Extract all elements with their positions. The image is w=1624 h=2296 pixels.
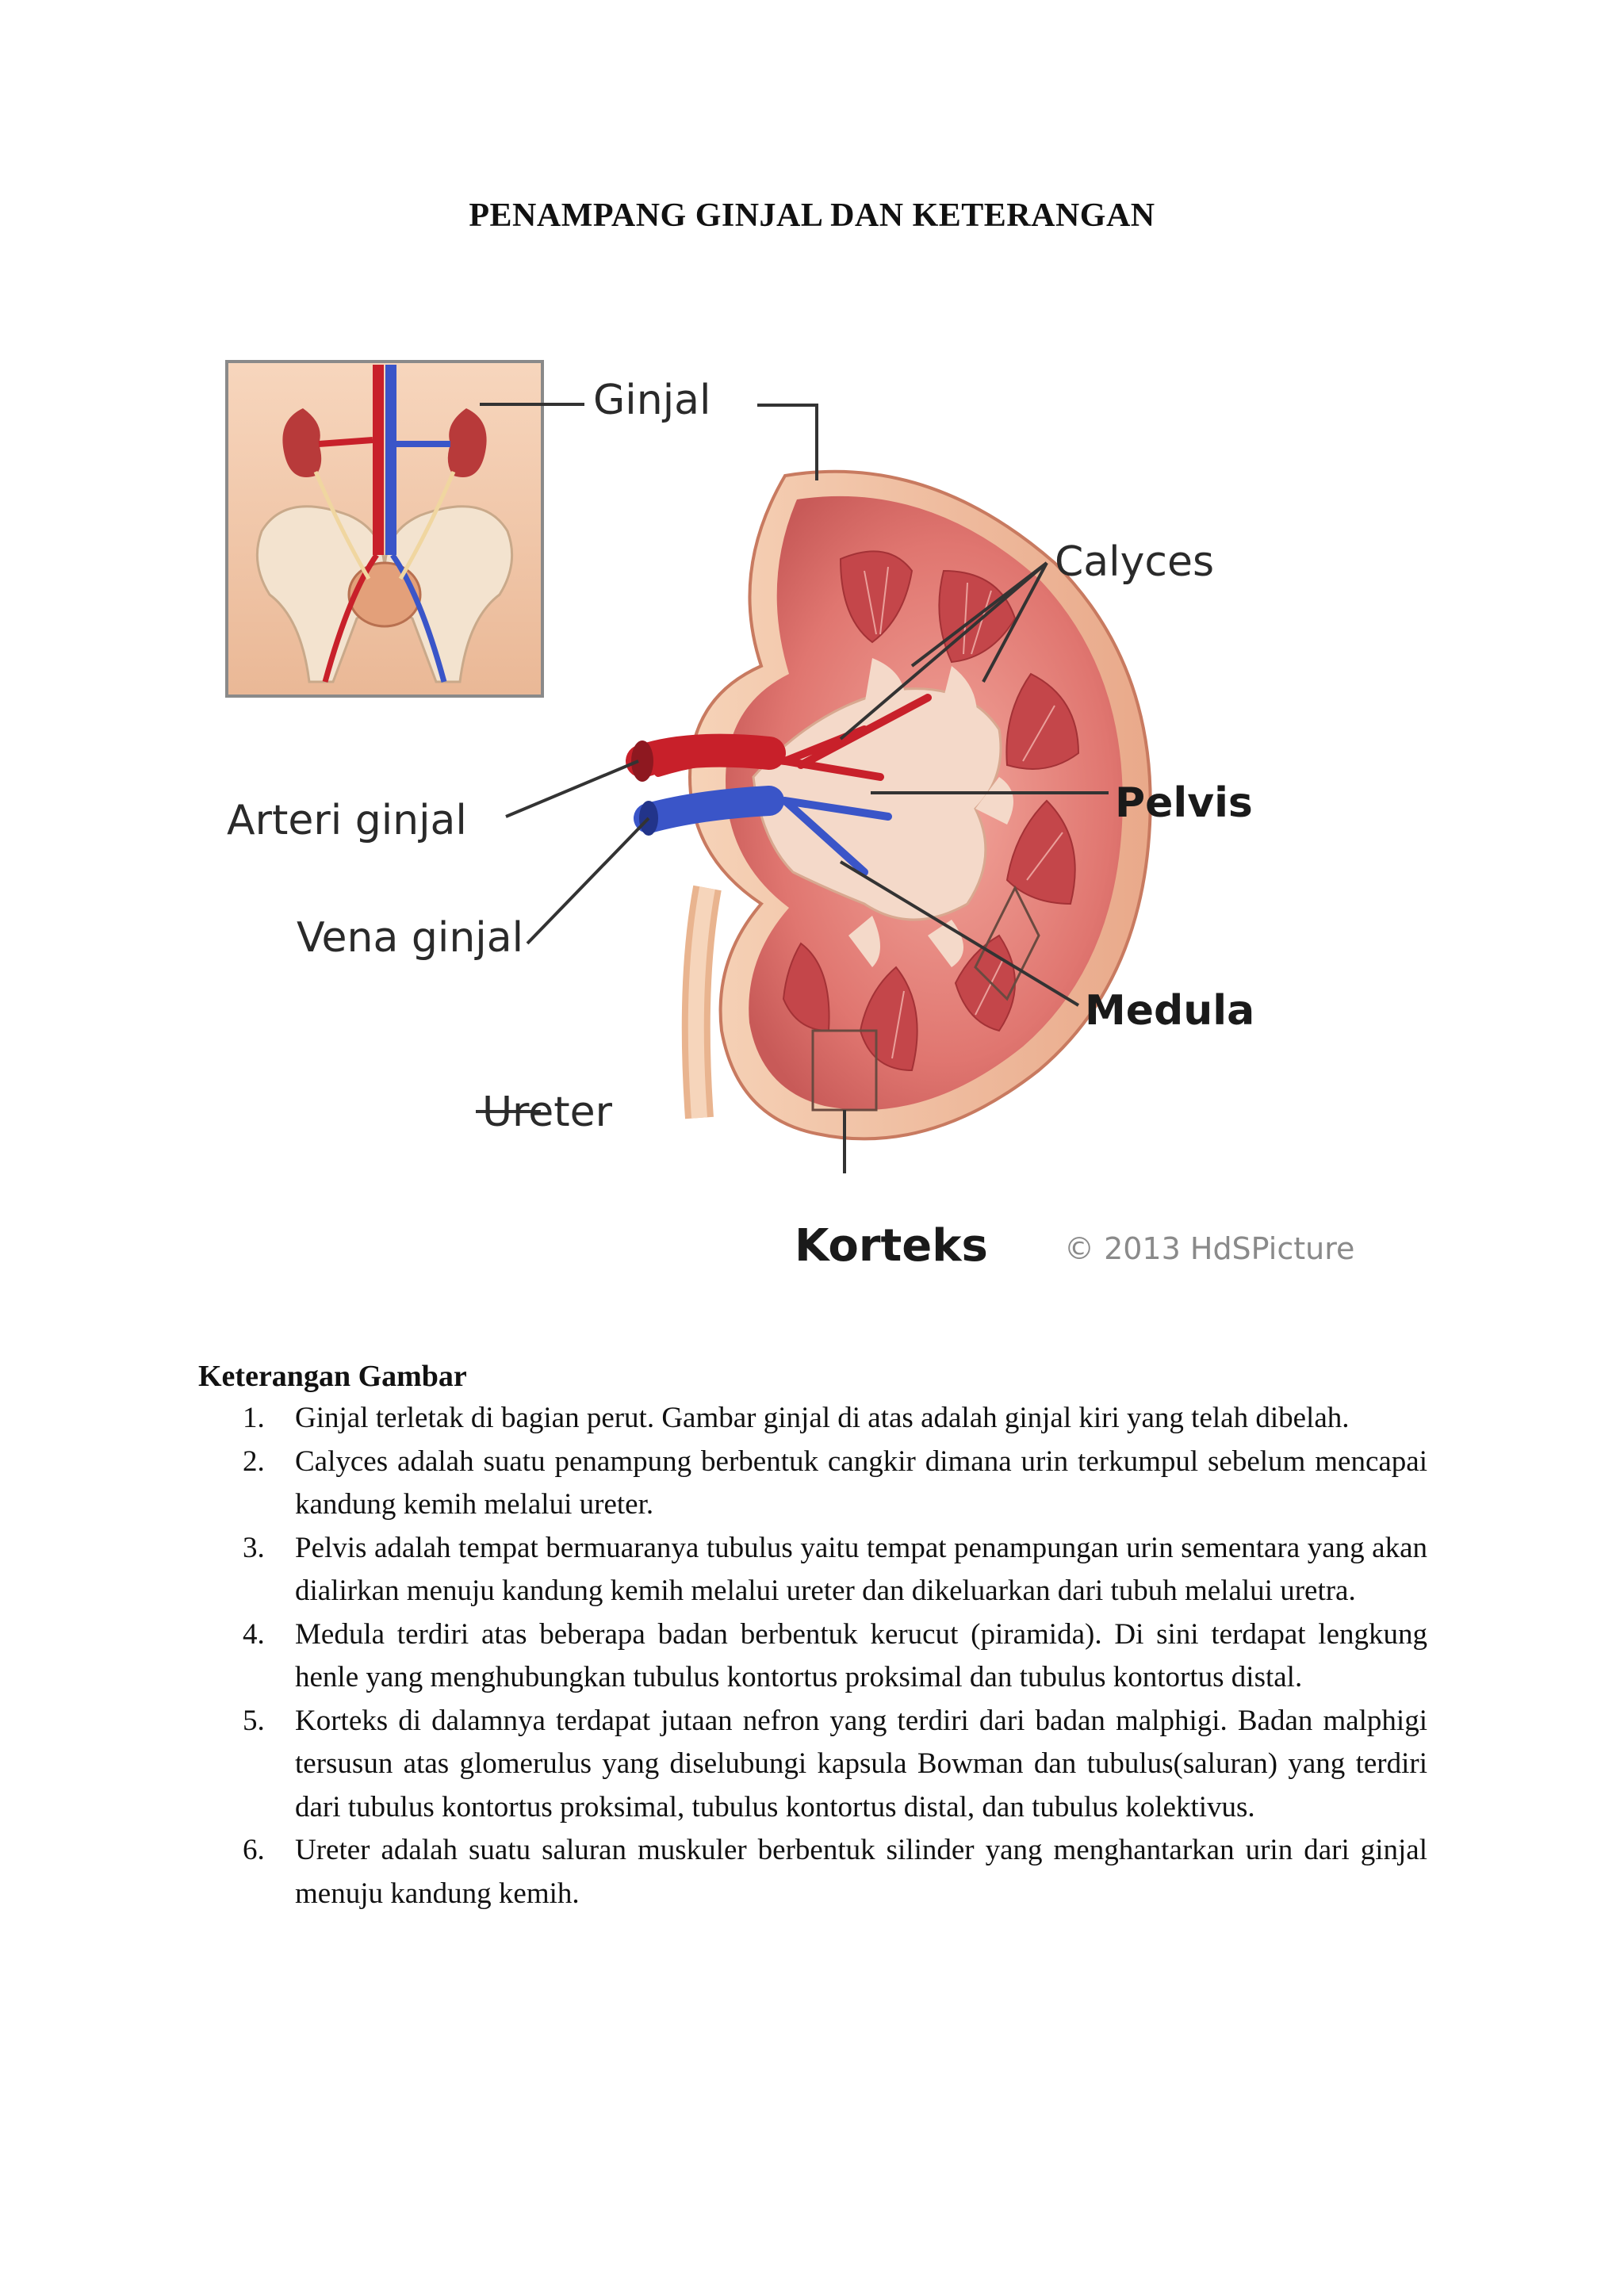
list-item-text: Pelvis adalah tempat bermuaranya tubulus yaitu tempat penampungan urin sementara yang akan dialirkan menuju kandung kemih melalui ureter dan dikeluarkan dari tubuh melalui uretra. <box>295 1531 1427 1607</box>
list-item-number: 1. <box>243 1402 265 1434</box>
keterangan-heading: Keterangan Gambar <box>198 1360 467 1393</box>
page-title: PENAMPANG GINJAL DAN KETERANGAN <box>469 197 1155 234</box>
label-calyces: Calyces <box>1055 538 1215 586</box>
list-item <box>198 1527 1427 1613</box>
list-item-text: Medula terdiri atas beberapa badan berbentuk kerucut (piramida). Di sini terdapat lengkung henle yang menghubungkan tubulus kontortus proksimal dan tubulus kontortus distal. <box>295 1617 1427 1693</box>
label-vena-ginjal: Vena ginjal <box>297 914 524 962</box>
label-ureter: Ureter <box>482 1089 613 1136</box>
list-item <box>198 1700 1427 1830</box>
kidney-figure <box>214 333 1427 1316</box>
list-item-number: 6. <box>243 1834 265 1866</box>
keterangan-list <box>198 1397 1427 1915</box>
list-item <box>198 1397 1427 1441</box>
label-korteks: Korteks <box>795 1220 988 1272</box>
label-ginjal: Ginjal <box>593 377 711 424</box>
kidney-illustration <box>214 333 1427 1316</box>
list-item-number: 5. <box>243 1704 265 1737</box>
list-item-number: 2. <box>243 1445 265 1478</box>
list-item-text: Calyces adalah suatu penampung berbentuk cangkir dimana urin terkumpul sebelum mencapai kandung kemih melalui ureter. <box>295 1445 1427 1521</box>
list-item <box>198 1613 1427 1700</box>
list-item-text: Ginjal terletak di bagian perut. Gambar ginjal di atas adalah ginjal kiri yang telah dibelah. <box>295 1402 1350 1434</box>
label-medula: Medula <box>1085 987 1255 1035</box>
list-item <box>198 1441 1427 1527</box>
list-item-text: Ureter adalah suatu saluran muskuler berbentuk silinder yang menghantarkan urin dari ginjal menuju kandung kemih. <box>295 1834 1427 1910</box>
list-item-number: 3. <box>243 1531 265 1564</box>
list-item-number: 4. <box>243 1617 265 1651</box>
label-arteri-ginjal: Arteri ginjal <box>227 797 467 844</box>
list-item <box>198 1829 1427 1915</box>
copyright-notice: © 2013 HdSPicture <box>1064 1231 1355 1266</box>
list-item-text: Korteks di dalamnya terdapat jutaan nefron yang terdiri dari badan malphigi. Badan malphigi tersusun atas glomerulus yang diselubungi kapsula Bowman dan tubulus(saluran) yang terdiri dari tubulus kontortus proksimal, tubulus kontortus distal, dan tubulus kolektivus. <box>295 1704 1427 1823</box>
torso-inset <box>227 362 542 696</box>
label-pelvis: Pelvis <box>1115 779 1253 827</box>
